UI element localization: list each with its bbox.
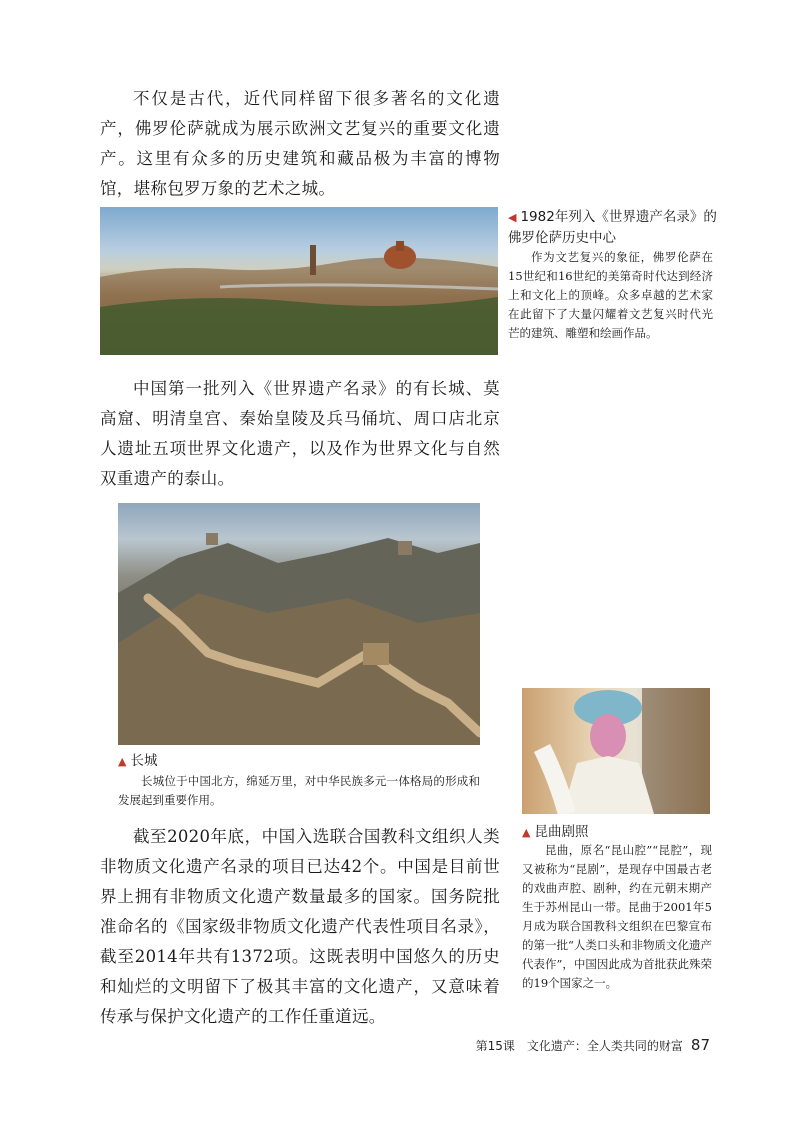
- paragraph-world-heritage: 中国第一批列入《世界遗产名录》的有长城、莫高窟、明清皇宫、秦始皇陵及兵马俑坑、周口店北京人遗址五项世界文化遗产，以及作为世界文化与自然双重遗产的泰山。: [100, 379, 500, 488]
- triangle-up-icon: ▲: [522, 826, 531, 839]
- florence-photo: [100, 207, 498, 355]
- florence-caption-title: [508, 207, 718, 248]
- triangle-up-icon: ▲: [118, 755, 127, 768]
- page-footer: [476, 1036, 710, 1054]
- great-wall-caption-title-text: 长城: [130, 753, 158, 769]
- great-wall-caption-body: 长城位于中国北方，绵延万里，对中华民族多元一体格局的形成和发展起到重要作用。: [118, 774, 480, 807]
- kunqu-caption-body: 昆曲，原名“昆山腔”“昆腔”，现又被称为“昆剧”，是现存中国最古老的戏曲声腔、剧种，约在元朝末期产生于苏州昆山一带。昆曲于2001年5月成为联合国教科文组织在巴黎宣布的第一批“人类口头和非物质文化遗产代表作”，中国因此成为首批获此殊荣的19个国家之一。: [522, 843, 712, 990]
- kunqu-caption-title-text: 昆曲剧照: [534, 824, 589, 840]
- florence-caption-title-text: 1982年列入《世界遗产名录》的佛罗伦萨历史中心: [508, 209, 717, 246]
- florence-caption-body: 作为文艺复兴的象征，佛罗伦萨在15世纪和16世纪的美第奇时代达到经济上和文化上的顶峰。众多卓越的艺术家在此留下了大量闪耀着文艺复兴时代光芒的建筑、雕塑和绘画作品。: [508, 250, 713, 340]
- kunqu-caption-title: [522, 822, 710, 843]
- paragraph-florence: 不仅是古代，近代同样留下很多著名的文化遗产，佛罗伦萨就成为展示欧洲文艺复兴的重要文化遗产。这里有众多的历史建筑和藏品极为丰富的博物馆，堪称包罗万象的艺术之城。: [100, 89, 500, 198]
- great-wall-caption-title: [118, 751, 418, 772]
- triangle-left-icon: ◀: [508, 211, 517, 224]
- paragraph-intangible-heritage: 截至2020年底，中国入选联合国教科文组织人类非物质文化遗产名录的项目已达42个。中国是目前世界上拥有非物质文化遗产数量最多的国家。国务院批准命名的《国家级非物质文化遗产代表性项目名录》，截至2014年共有1372项。这既表明中国悠久的历史和灿烂的文明留下了极其丰富的文化遗产，又意味着传承与保护文化遗产的工作任重道远。: [100, 827, 500, 1026]
- page-number: 87: [690, 1036, 710, 1054]
- great-wall-photo: [118, 503, 480, 745]
- kunqu-opera-photo: [522, 688, 710, 814]
- lesson-title: 第15课 文化遗产：全人类共同的财富: [475, 1039, 683, 1053]
